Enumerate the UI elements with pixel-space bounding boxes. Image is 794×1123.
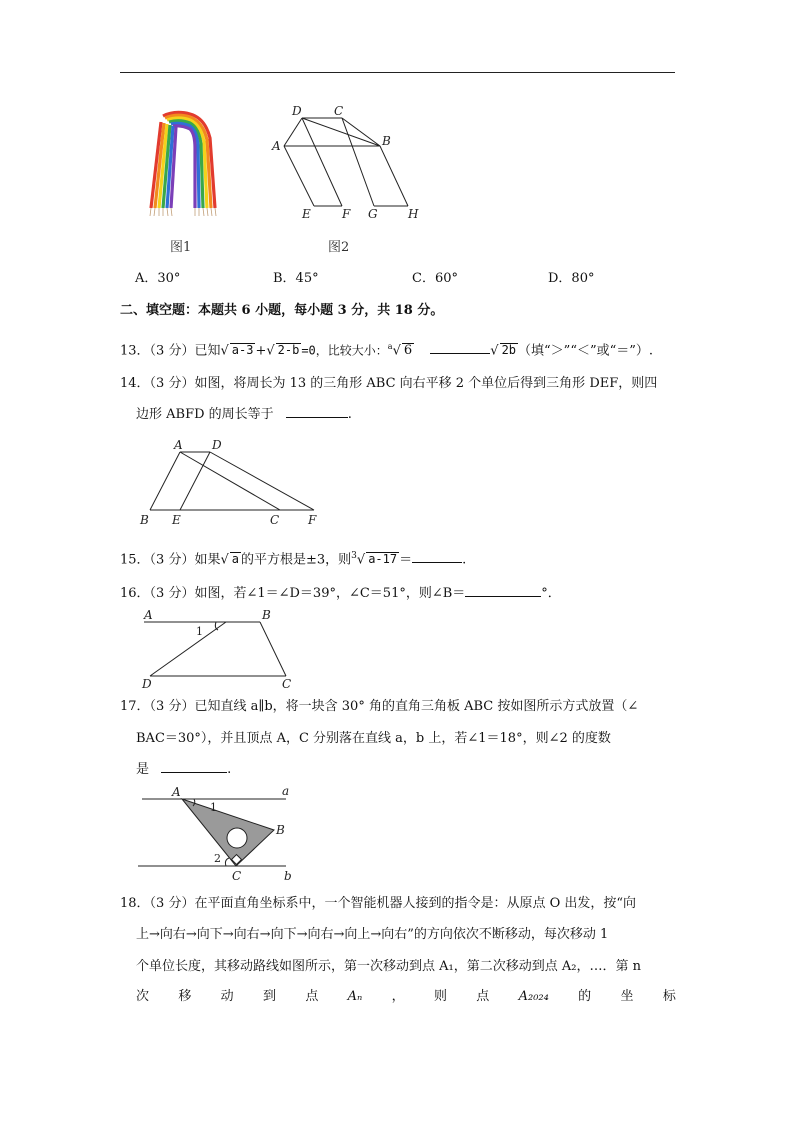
fig16-label-1: 1 [196, 625, 203, 638]
q13-plus: + [255, 343, 267, 359]
q14-period: . [347, 407, 352, 422]
q17-answer-blank[interactable] [161, 760, 227, 773]
fig17-label-A: A [172, 785, 181, 799]
q18-word: A₂₀₂₄ [518, 989, 549, 1004]
fig17-label-1: 1 [210, 801, 217, 814]
fig17-label-C: C [232, 869, 242, 882]
q15-answer-blank[interactable] [412, 550, 462, 563]
q13-rhs: 2b [501, 343, 517, 358]
question-18-line-4 [136, 988, 676, 1006]
q13-number: 13．（3 分）已知 [120, 343, 221, 359]
figure-1-caption: 图1 [170, 240, 192, 255]
question-18-line-2: 上→向右→向下→向右→向下→向右→向上→向右”的方向依次不断移动，每次移动 1 [136, 927, 609, 942]
q16-answer-blank[interactable] [465, 584, 541, 597]
question-13: 13．（3 分）已知√ a-3 +√ 2-b =0，比较大小：$^a$√ 6 √ 2b （填“＞”“＜”或“＝”）. [120, 342, 654, 359]
fig17-label-a: a [282, 784, 290, 798]
q15-cube-index: 3 [351, 551, 357, 561]
q18-word: 坐 [620, 989, 634, 1004]
figure-17-diagram [136, 784, 296, 882]
fig2-label-H: H [408, 207, 419, 221]
scarf-image [135, 108, 235, 218]
fig14-label-A: A [174, 438, 183, 452]
q18-word: 标 [662, 989, 676, 1004]
fig2-label-D: D [292, 104, 302, 118]
fig2-label-E: E [302, 207, 311, 221]
fig17-label-b: b [284, 869, 292, 882]
q15-equals: ＝ [399, 552, 413, 568]
figure-2-diagram [262, 100, 422, 225]
fig16-label-C: C [282, 677, 292, 690]
fig2-label-F: F [342, 207, 351, 221]
fig16-label-B: B [262, 608, 271, 622]
fig17-label-2: 2 [214, 852, 221, 865]
q15-period: . [462, 552, 467, 568]
section-2-heading: 二、填空题：本题共 6 小题，每小题 3 分，共 18 分。 [120, 303, 444, 318]
fig14-label-D: D [212, 438, 222, 452]
q14-text: 边形 ABFD 的周长等于 [136, 407, 274, 422]
fig16-label-A: A [144, 608, 153, 622]
fig2-label-A: A [272, 139, 281, 153]
fig16-label-D: D [142, 677, 152, 690]
q15-radicand-2: a-17 [368, 552, 398, 567]
fig17-label-B: B [276, 823, 285, 837]
q18-word: 到 [262, 989, 276, 1004]
q18-word: 则 [433, 989, 447, 1004]
fig14-label-C: C [270, 513, 280, 527]
q18-word: 点 [305, 989, 319, 1004]
q18-word: ， [391, 989, 405, 1004]
q15-text: 的平方根是±3，则 [240, 552, 352, 568]
fig14-label-E: E [172, 513, 181, 527]
question-16 [120, 584, 561, 603]
figure-2-caption: 图2 [328, 240, 350, 255]
q13-radicand-1: a-3 [231, 343, 254, 358]
question-17-line-3 [136, 760, 231, 779]
q17-text: 是 [136, 762, 150, 777]
option-c: C．60° [412, 271, 458, 286]
question-15: 15．（3 分）如果√ a 的平方根是±3，则$^3$√ a-17 ＝ . [120, 551, 467, 568]
figure-16-diagram [136, 608, 301, 690]
q18-word: 点 [476, 989, 490, 1004]
question-18-line-3: 个单位长度，其移动路线如图所示，第一次移动到点 A₁，第二次移动到点 A₂，…．第 n [136, 959, 641, 974]
fig2-label-G: G [368, 207, 378, 221]
q13-cube-radicand: 6 [403, 343, 413, 359]
fig2-label-C: C [334, 104, 344, 118]
q15-number: 15．（3 分）如果 [120, 552, 221, 568]
option-a: A．30° [135, 271, 181, 286]
question-14-line-2 [136, 405, 352, 424]
q16-tail: °． [541, 586, 561, 601]
q13-tail: （填“＞”“＜”或“＝”）. [518, 343, 654, 359]
q18-word: 的 [578, 989, 592, 1004]
q13-answer-blank[interactable] [430, 341, 490, 354]
q18-word: 移 [178, 989, 192, 1004]
fig14-label-F: F [308, 513, 317, 527]
question-17-line-1: 17．（3 分）已知直线 a∥b，将一块含 30° 角的直角三角板 ABC 按如图所示方式放置（∠ [120, 699, 639, 714]
q18-word: 动 [220, 989, 234, 1004]
q18-word: Aₙ [347, 989, 363, 1004]
fig2-label-B: B [382, 134, 391, 148]
q13-condition: =0，比较大小： [301, 343, 388, 358]
question-17-line-2: BAC＝30°），并且顶点 A，C 分别落在直线 a，b 上，若∠1＝18°，则∠2 的度数 [136, 731, 611, 746]
q18-word: 次 [136, 989, 150, 1004]
fig14-label-B: B [140, 513, 149, 527]
q15-radicand: a [231, 552, 239, 567]
q13-radicand-2: 2-b [277, 343, 300, 358]
q14-answer-blank[interactable] [286, 405, 348, 418]
figure-14-diagram [136, 436, 326, 528]
option-d: D．80° [548, 271, 595, 286]
q16-text: 16．（3 分）如图，若∠1＝∠D＝39°，∠C＝51°，则∠B＝ [120, 586, 466, 601]
q13-cube-index: a [387, 342, 393, 351]
q17-period: . [227, 762, 232, 777]
header-rule [120, 72, 675, 73]
option-b: B．45° [273, 271, 319, 286]
question-18-line-1: 18．（3 分）在平面直角坐标系中，一个智能机器人接到的指令是：从原点 O 出发，按“向 [120, 896, 637, 911]
question-14-line-1: 14．（3 分）如图，将周长为 13 的三角形 ABC 向右平移 2 个单位后得到三角形 DEF，则四 [120, 376, 658, 391]
